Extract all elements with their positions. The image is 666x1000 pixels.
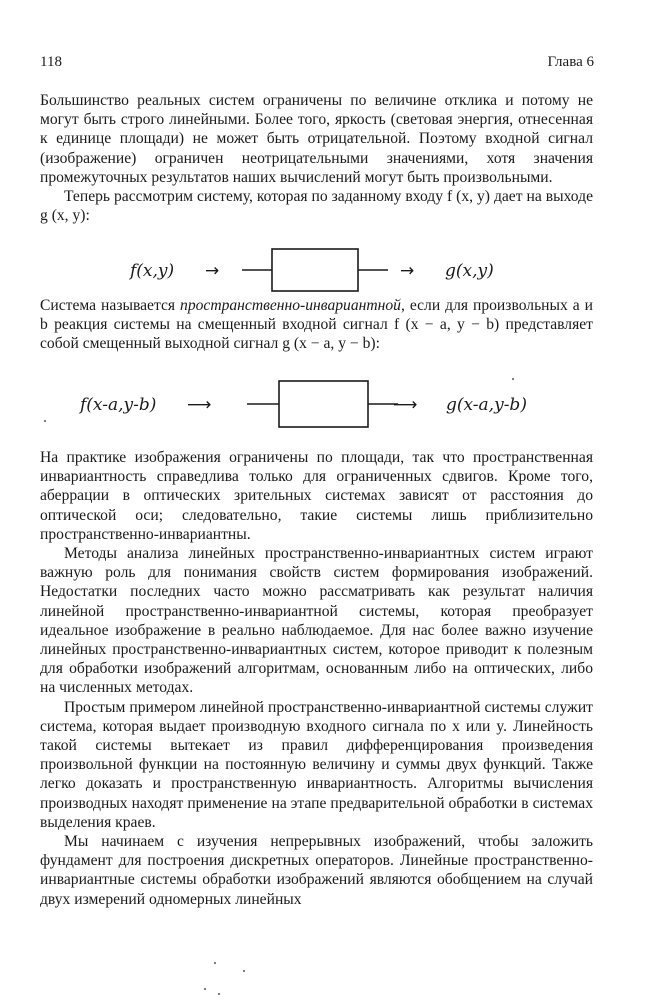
paragraph-practice: На практике изображения ограничены по площади, так что пространственная инвариантность справедлива только для ограниченных сдвигов. Кроме того, аберрации в оптических зрительных системах зависят от расстояния до оптической оси; следовательно, такие системы лишь приблизительно пространственно-инвариантны.	[40, 449, 593, 543]
text-block-top	[40, 91, 593, 225]
paragraph-limits: Большинство реальных систем ограничены по величине отклика и потому не могут быть строго линейными. Более того, яркость (световая энергия, отнесенная к единице площади) не может быть отрицательной. Поэтому входной сигнал (изображение) ограничен неотрицательными значениями, хотя значения промежуточных результатов наших вычислений могут быть произвольными.	[40, 92, 593, 186]
diagram2-system-box	[279, 381, 368, 427]
paragraph-methods: Методы анализа линейных пространственно-инвариантных систем играют важную роль для понимания свойств систем формирования изображений. Недостатки последних часто можно рассматривать как результат наличия линейной пространственно-инвариантной системы, которая преобразует идеальное изображение в реально наблюдаемое. Для нас более важно изучение линейных пространственно-инвариантных систем, которое приводит к полезным для обработки изображений алгоритмам, основанным либо на оптических, либо на численных методах.	[40, 545, 593, 697]
scan-speck	[243, 970, 245, 972]
invariant-text-start: Система называется	[40, 297, 181, 314]
diagram2-input-label: f(x-a,y-b)	[80, 395, 157, 415]
chapter-title: Глава 6	[547, 54, 594, 70]
invariant-term: пространственно-инвариантной	[180, 297, 401, 314]
scan-speck	[512, 378, 514, 380]
scan-speck	[218, 993, 220, 995]
system-diagram-1	[0, 244, 666, 296]
page-number: 118	[40, 54, 62, 70]
paragraph-continuous: Мы начинаем с изучения непрерывных изображений, чтобы заложить фундамент для построения дискретных операторов. Линейные пространственно-инвариантные системы обработки изображений являются обобщением на случай двух измерений одномерных линейных	[40, 833, 593, 908]
diagram2-arrow-out: ⟶	[393, 395, 418, 415]
diagram1-arrow-in: →	[205, 261, 220, 281]
scan-speck	[204, 988, 206, 990]
scan-speck	[44, 420, 46, 422]
text-block-invariant	[40, 296, 593, 354]
diagram1-system-box	[272, 249, 358, 291]
paragraph-system-intro: Теперь рассмотрим систему, которая по заданному входу f (x, y) дает на выходе g (x, y):	[40, 188, 593, 225]
diagram1-input-label: f(x,y)	[130, 261, 175, 281]
diagram1-arrow-out: →	[400, 261, 415, 281]
diagram1-output-label: g(x,y)	[445, 261, 494, 281]
text-block-bottom	[40, 448, 593, 909]
diagram2-arrow-in: ⟶	[187, 395, 212, 415]
paragraph-example: Простым примером линейной пространственно-инвариантной системы служит система, которая выдает производную входного сигнала по x или y. Линейность такой системы вытекает из правил дифференцирования произведения произвольной функции на постоянную величину и суммы двух функций. Также легко доказать и пространственную инвариантность. Алгоритмы вычисления производных находят применение на этапе предварительной обработки в системах выделения краев.	[40, 698, 593, 831]
diagram2-output-label: g(x-a,y-b)	[446, 395, 527, 415]
system-diagram-2	[0, 373, 666, 437]
scan-speck	[214, 962, 216, 964]
invariant-text-end: , если для произвольных a и b реакция системы на смещенный входной сигнал f (x − a, y − b) представляет собой смещенный выходной сигнал g (x − a, y − b):	[40, 297, 593, 353]
